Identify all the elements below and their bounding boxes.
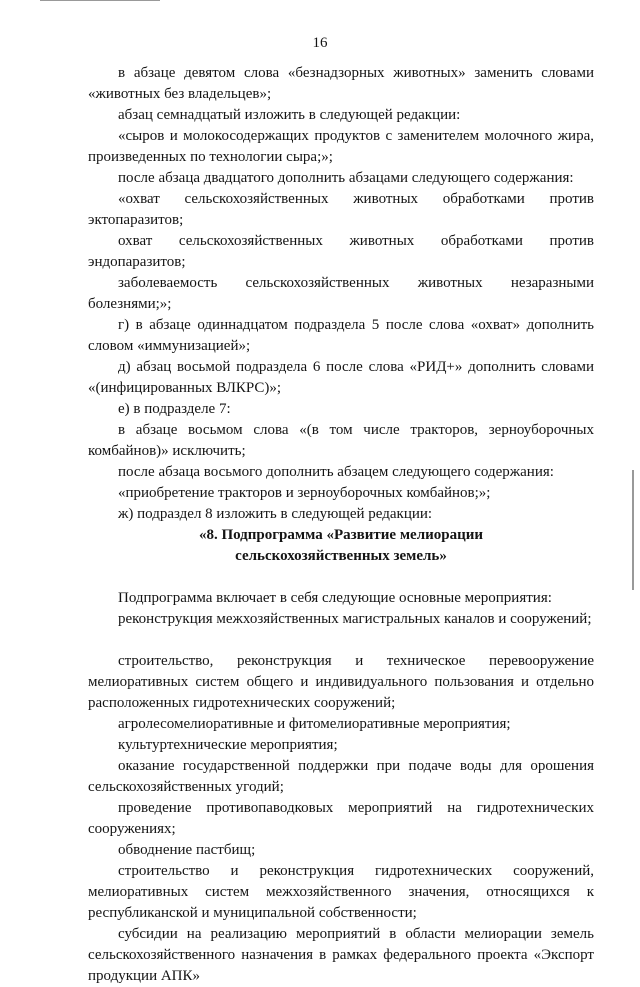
paragraph-12: после абзаца восьмого дополнить абзацем следующего содержания: [118,464,554,480]
program-paragraph-8: обводнение пастбищ; [118,842,256,858]
paragraph-6: охват сельскохозяйственных животных обработками против эндопаразитов; [88,233,594,270]
section-heading-line-1: «8. Подпрограмма «Развитие мелиорации [198,527,484,543]
paragraph-9: д) абзац восьмой подраздела 6 после слова «РИД+» дополнить словами «(инфицированных ВЛКРС)»; [88,359,594,396]
paragraph-8: г) в абзаце одиннадцатом подраздела 5 после слова «охват» дополнить словом «иммунизацией»; [88,317,594,354]
program-paragraph-1: Подпрограмма включает в себя следующие основные мероприятия: [118,590,552,606]
scan-top-mark [40,0,160,1]
paragraph-4: после абзаца двадцатого дополнить абзацами следующего содержания: [118,170,574,186]
paragraph-2: абзац семнадцатый изложить в следующей редакции: [118,107,461,123]
program-paragraph-10: субсидии на реализацию мероприятий в области мелиорации земель сельскохозяйственного назначения в рамках федерального проекта «Экспорт продукции АПК» [88,926,594,984]
paragraph-14: ж) подраздел 8 изложить в следующей редакции: [118,506,433,522]
program-paragraph-7: проведение противопаводковых мероприятий на гидротехнических сооружениях; [88,800,594,837]
paragraph-10: е) в подразделе 7: [118,401,231,417]
program-paragraph-6: оказание государственной поддержки при подаче воды для орошения сельскохозяйственных угодий; [88,758,594,795]
program-paragraph-2: реконструкция межхозяйственных магистральных каналов и сооружений; [118,611,592,627]
program-paragraph-5: культуртехнические мероприятия; [118,737,338,753]
paragraph-7: заболеваемость сельскохозяйственных животных незаразными болезнями;»; [88,275,594,312]
paragraph-5: «охват сельскохозяйственных животных обработками против эктопаразитов; [88,191,594,228]
paragraph-1: в абзаце девятом слова «безнадзорных животных» заменить словами «животных без владельцев»; [88,65,594,102]
paragraph-3: «сыров и молокосодержащих продуктов с заменителем молочного жира, произведенных по технологии сыра;»; [88,128,594,165]
program-paragraph-9: строительство и реконструкция гидротехнических сооружений, мелиоративных систем межхозяйственного значения, относящихся к республиканской и муниципальной собственности; [88,863,594,921]
scan-edge-mark [632,470,634,590]
paragraph-13: «приобретение тракторов и зерноуборочных комбайнов;»; [118,485,491,501]
program-paragraph-3: строительство, реконструкция и техническое перевооружение мелиоративных систем общего и индивидуального пользования и отдельно расположенных гидротехнических сооружений; [88,653,594,711]
page-number: 16 [312,35,328,51]
program-paragraph-4: агролесомелиоративные и фитомелиоративные мероприятия; [118,716,511,732]
section-heading-line-2: сельскохозяйственных земель» [235,548,447,564]
paragraph-11: в абзаце восьмом слова «(в том числе тракторов, зерноуборочных комбайнов)» исключить; [88,422,594,459]
